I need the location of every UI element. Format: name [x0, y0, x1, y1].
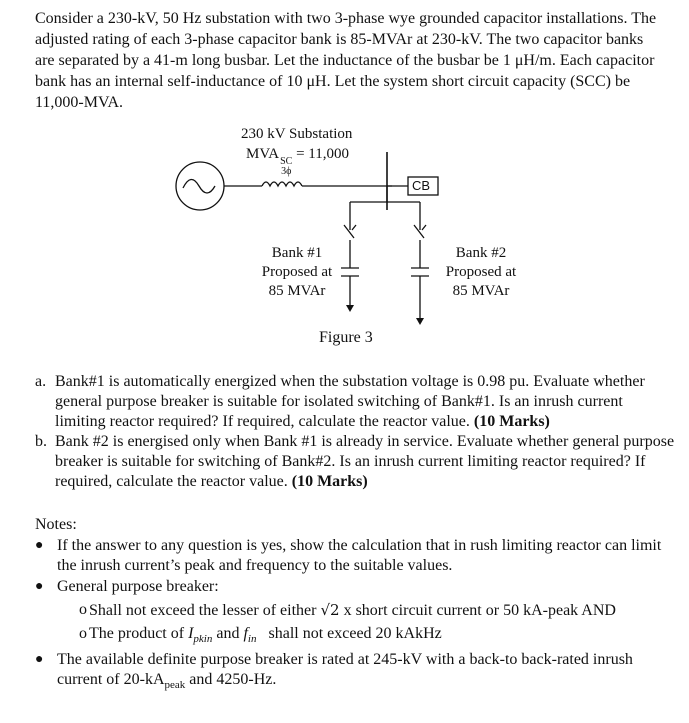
bank1-name: Bank #1: [271, 245, 323, 261]
question-a: [35, 372, 675, 432]
figure-caption: Figure 3: [319, 329, 373, 346]
question-b-label: b.: [35, 433, 47, 450]
question-a-text: Bank#1 is automatically energized when the substation voltage is 0.98 pu. Evaluate whether general purpose breaker is suitable for isolated switching of Bank#1. Is an inrush current limiting reactor required? If required, calculate the reactor value.: [55, 373, 645, 430]
note-sub-1: [79, 600, 675, 621]
mva-sup: SC: [280, 156, 293, 167]
note-bullet-3-pre: The available definite purpose breaker is rated at 245-kV with a back-to back-rated inrush current of 20-kA: [57, 651, 633, 689]
question-b-text: Bank #2 is energised only when Bank #1 is already in service. Evaluate whether general purpose breaker is suitable for switching of Bank#2. Is an inrush current limiting reactor required? If required, calculate the reactor value.: [55, 433, 675, 490]
note-sub-2-and: and: [212, 625, 244, 642]
mva-value: = 11,000: [292, 146, 349, 162]
bank1-switch-bar: [352, 225, 356, 230]
fin-symbol: f: [243, 625, 248, 642]
question-a-label: a.: [35, 373, 47, 390]
bank1-label: [252, 244, 342, 301]
note-sub-2-pre: The product of: [89, 625, 189, 642]
note-bullet-1-text: If the answer to any question is yes, show the calculation that in rush limiting reactor can limit the inrush current’s peak and frequency to the suitable values.: [57, 537, 662, 574]
mva-sub: 3ϕ: [281, 166, 292, 177]
bullet-dot-icon: ●: [35, 579, 44, 594]
ipkin-symbol: I: [188, 625, 194, 642]
sub-bullet-circle-icon: o: [79, 601, 87, 618]
mva-scc-label: [246, 145, 349, 177]
question-b: [35, 432, 675, 492]
substation-label: 230 kV Substation: [241, 126, 353, 142]
cb-label: CB: [412, 178, 431, 193]
note-bullet-3-sub: peak: [164, 679, 186, 692]
fin-subscript: in: [247, 633, 257, 646]
problem-statement: Consider a 230-kV, 50 Hz substation with two 3-phase wye grounded capacitor installations. The adjusted rating of each 3-phase capacitor bank is 85-MVAr at 230-kV. The two capacitor banks are separated by a 41-m long busbar. Let the inductance of the busbar be 1 μH/m. Each capacitor bank has an internal self-inductance of 10 μH. Let the system short circuit capacity (SCC) be 11,000-MVA.: [35, 10, 657, 111]
ipkin-subscript: pkin: [193, 633, 213, 646]
note-bullet-1: [35, 536, 675, 576]
notes-section: [35, 515, 675, 695]
bank2-switch-bar: [422, 225, 426, 230]
bullet-dot-icon: ●: [35, 652, 44, 668]
question-a-marks: (10 Marks): [473, 413, 550, 430]
bank1-proposed: Proposed at: [261, 264, 333, 280]
sine-wave: [183, 179, 215, 193]
bank2-rating: 85 MVAr: [452, 283, 510, 299]
sub-bullet-circle-icon: o: [79, 625, 87, 642]
note-bullet-3-post: and 4250-Hz.: [185, 671, 277, 689]
ac-source-symbol: [176, 162, 224, 210]
note-sub-2: [79, 624, 675, 649]
bullet-dot-icon: ●: [35, 538, 44, 553]
note-sub-1-post: x short circuit current or 50 kA-peak AND: [339, 602, 616, 619]
notes-heading: Notes:: [35, 516, 77, 533]
source-inductor: [262, 182, 302, 186]
mva-prefix: MVA: [246, 146, 280, 162]
note-bullet-2: [35, 577, 675, 597]
note-bullet-3: [35, 650, 675, 695]
bank2-ground-arrow: [416, 318, 424, 325]
bank2-label: [436, 244, 526, 301]
bank1-rating: 85 MVAr: [268, 283, 326, 299]
bank1-switch: [344, 225, 354, 238]
bank2-proposed: Proposed at: [445, 264, 517, 280]
bank1-ground-arrow: [346, 305, 354, 312]
bank2-name: Bank #2: [455, 245, 507, 261]
note-sub-2-post: shall not exceed 20 kAkHz: [256, 625, 442, 642]
bank2-switch: [414, 225, 424, 238]
note-sub-1-pre: Shall not exceed the lesser of either: [89, 602, 321, 619]
note-bullet-2-text: General purpose breaker:: [57, 578, 219, 595]
sqrt-two: √2: [320, 601, 340, 619]
questions-list: [35, 372, 675, 492]
question-b-marks: (10 Marks): [291, 473, 368, 490]
